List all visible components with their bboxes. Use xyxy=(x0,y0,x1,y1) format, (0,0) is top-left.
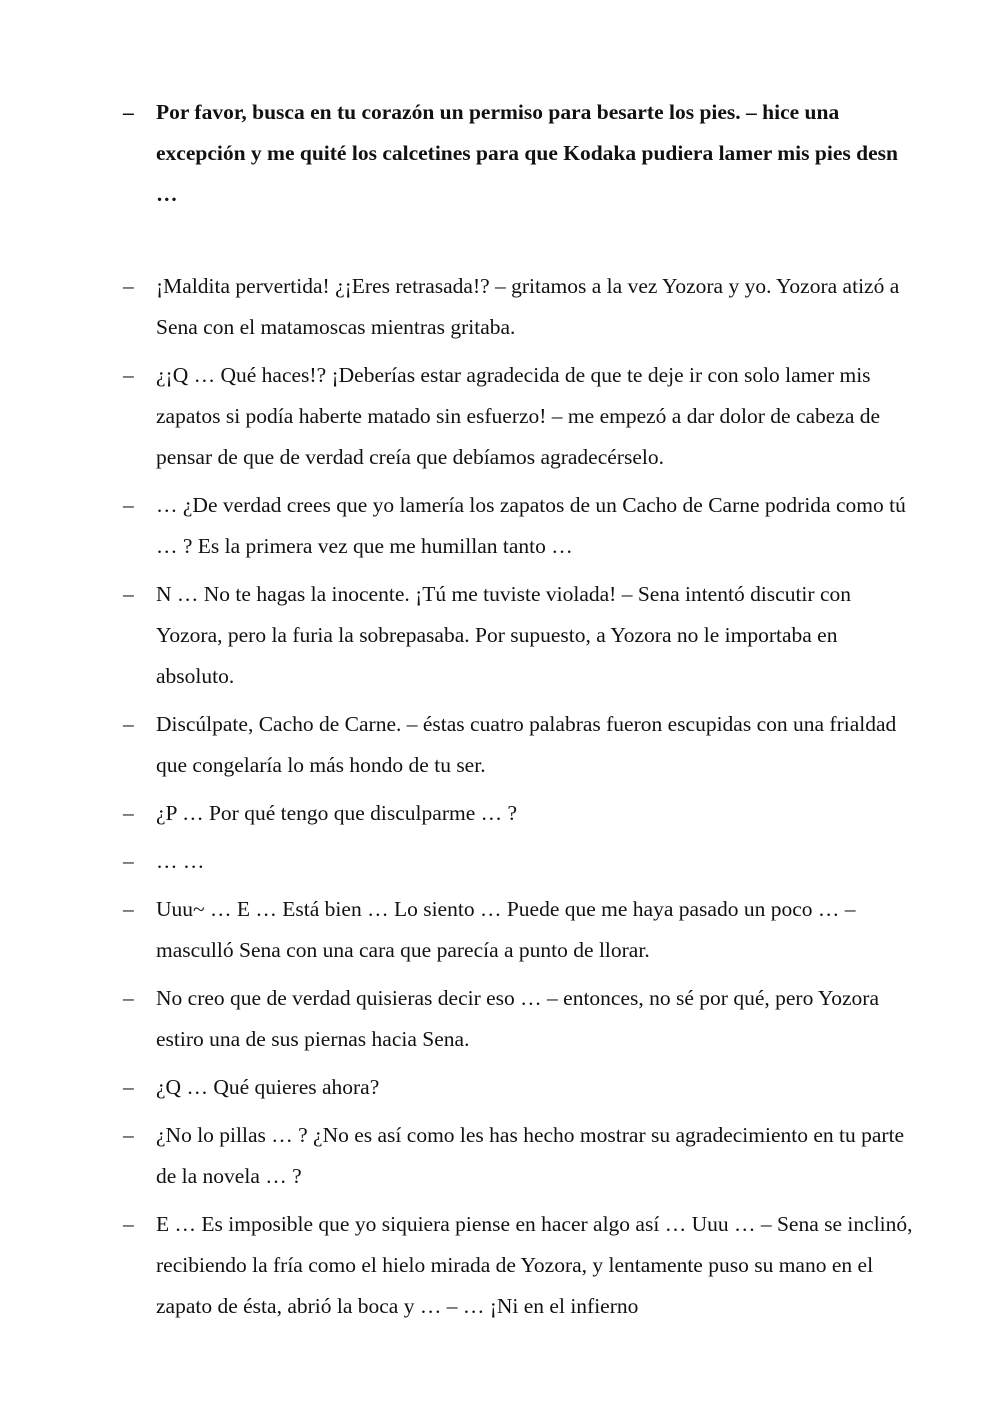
dialogue-text: ¿P … Por qué tengo que disculparme … ? xyxy=(156,801,518,825)
dialogue-text: N … No te hagas la inocente. ¡Tú me tuviste violada! – Sena intentó discutir con Yozora, pero la furia la sobrepasaba. Por supuesto, a Yozora no le importaba en absoluto. xyxy=(156,582,851,688)
dialogue-line xyxy=(123,92,913,215)
dialogue-text: Por favor, busca en tu corazón un permiso para besarte los pies. – hice una excepción y me quité los calcetines para que Kodaka pudiera lamer mis pies desn … xyxy=(156,100,898,206)
dialogue-text: … ¿De verdad crees que yo lamería los zapatos de un Cacho de Carne podrida como tú … ? Es la primera vez que me humillan tanto … xyxy=(156,493,906,558)
dialogue-text: E … Es imposible que yo siquiera piense en hacer algo así … Uuu … – Sena se inclinó, recibiendo la fría como el hielo mirada de Yozora, y lentamente puso su mano en el zapato de ésta, abrió la boca y … – … ¡Ni en el infierno xyxy=(156,1212,913,1318)
dialogue-line xyxy=(123,574,913,697)
dialogue-dash: – xyxy=(123,1123,134,1147)
dialogue-text: ¿¡Q … Qué haces!? ¡Deberías estar agradecida de que te deje ir con solo lamer mis zapatos si podía haberte matado sin esfuerzo! – me empezó a dar dolor de cabeza de pensar de que de verdad creía que debíamos agradecérselo. xyxy=(156,363,881,469)
dialogue-text: … … xyxy=(156,849,205,873)
dialogue-dash: – xyxy=(123,801,134,825)
dialogue-dash: – xyxy=(123,986,134,1010)
dialogue-line xyxy=(123,485,913,567)
dialogue-line xyxy=(123,978,913,1060)
dialogue-dash: – xyxy=(123,1212,134,1236)
dialogue-text: Uuu~ … E … Está bien … Lo siento … Puede que me haya pasado un poco … – masculló Sena con una cara que parecía a punto de llorar. xyxy=(156,897,856,962)
dialogue-dash: – xyxy=(123,274,134,298)
dialogue-line xyxy=(123,841,913,882)
dialogue-dash: – xyxy=(123,363,134,387)
dialogue-text: No creo que de verdad quisieras decir eso … – entonces, no sé por qué, pero Yozora estiro una de sus piernas hacia Sena. xyxy=(156,986,880,1051)
dialogue-dash: – xyxy=(123,582,134,606)
dialogue-line xyxy=(123,1115,913,1197)
dialogue-text: Discúlpate, Cacho de Carne. – éstas cuatro palabras fueron escupidas con una frialdad que congelaría lo más hondo de tu ser. xyxy=(156,712,897,777)
dialogue-dash: – xyxy=(123,849,134,873)
dialogue-line xyxy=(123,793,913,834)
dialogue-dash: – xyxy=(123,1075,134,1099)
dialogue-text: ¿No lo pillas … ? ¿No es así como les has hecho mostrar su agradecimiento en tu parte de la novela … ? xyxy=(156,1123,905,1188)
dialogue-line xyxy=(123,355,913,478)
dialogue-dash: – xyxy=(123,712,134,736)
dialogue-text: ¿Q … Qué quieres ahora? xyxy=(156,1075,380,1099)
dialogue-dash: – xyxy=(123,897,134,921)
dialogue-line xyxy=(123,704,913,786)
dialogue-line xyxy=(123,889,913,971)
dialogue-line xyxy=(123,1067,913,1108)
dialogue-dash: – xyxy=(123,100,134,124)
dialogue-line xyxy=(123,266,913,348)
dialogue-line xyxy=(123,1204,913,1327)
dialogue-dash: – xyxy=(123,493,134,517)
dialogue-list xyxy=(123,92,913,1334)
dialogue-text: ¡Maldita pervertida! ¿¡Eres retrasada!? – gritamos a la vez Yozora y yo. Yozora atizó a Sena con el matamoscas mientras gritaba. xyxy=(156,274,900,339)
